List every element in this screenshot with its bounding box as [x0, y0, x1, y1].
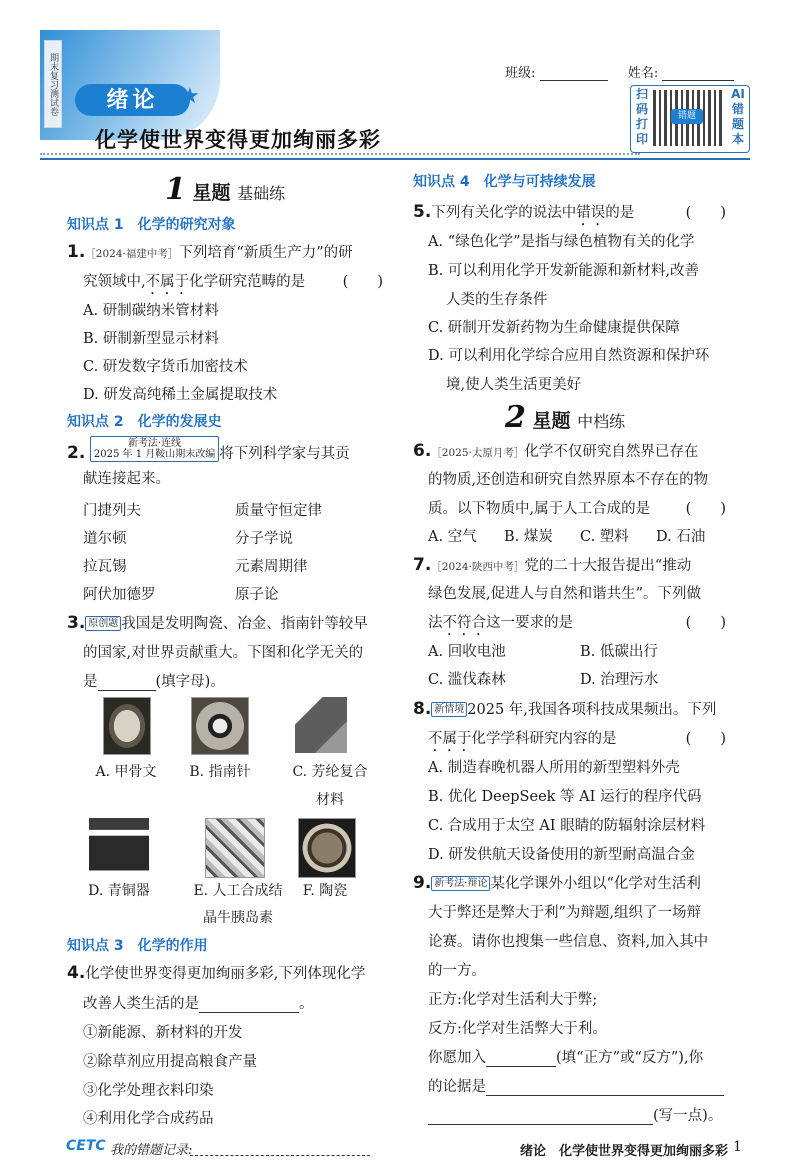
- q4-number: 4.: [67, 963, 86, 983]
- q8-number: 8.: [413, 699, 432, 719]
- q9-side-blank[interactable]: [486, 1066, 556, 1067]
- q7-number: 7.: [413, 555, 432, 575]
- q7-source: ［2024·陕西中考］: [431, 561, 525, 573]
- q7-text1: 党的二十大报告提出“推动: [524, 558, 692, 574]
- scientist-1: 门捷列夫: [83, 503, 141, 519]
- q8-option-a: A. 制造春晚机器人所用的新型塑料外壳: [428, 760, 680, 776]
- q3-tag: 原创题: [85, 616, 121, 631]
- star-icon: ★: [180, 84, 200, 109]
- q5-option-d-2: 境,使人类生活更美好: [446, 377, 582, 393]
- caption-d: D. 青铜器: [88, 883, 150, 899]
- q3-text1: 我国是发明陶瓷、冶金、指南针等较早: [121, 616, 368, 632]
- q6-option-c: C. 塑料: [580, 529, 629, 545]
- q9-text9: (写一点)。: [653, 1108, 723, 1124]
- q4-text1: 化学使世界变得更加绚丽多彩,下列体现化学: [85, 966, 366, 982]
- footer-chapter: 绪论 化学使世界变得更加绚丽多彩: [520, 1144, 729, 1159]
- q6-source: ［2025·太原月考］: [431, 447, 525, 459]
- q9-line5: 正方:化学对生活利大于弊;: [428, 992, 598, 1008]
- q4-text2a: 改善人类生活的是: [83, 996, 199, 1012]
- name-field[interactable]: [662, 80, 734, 81]
- q9-argument-blank-2[interactable]: [428, 1124, 653, 1125]
- aramid-material-image: [295, 697, 347, 753]
- q1-source: ［2024·福建中考］: [85, 248, 179, 260]
- q2-line1: [67, 436, 350, 463]
- contribution-3: 元素周期律: [235, 559, 308, 575]
- caption-c-2: 材料: [316, 792, 344, 808]
- q1-option-a: A. 研制碳纳米管材料: [83, 303, 219, 319]
- q8-option-c: C. 合成用于太空 AI 眼睛的防辐射涂层材料: [428, 818, 706, 834]
- ai-notebook-label: AI错题本: [731, 87, 745, 146]
- q6-text3: 质。以下物质中,属于人工合成的是: [428, 501, 651, 517]
- q5-option-c: C. 研制开发新药物为生命健康提供保障: [428, 320, 680, 336]
- class-label: 班级:: [505, 66, 536, 81]
- q2-line2: 献连接起来。: [83, 471, 170, 487]
- q3-text3a: 是: [83, 674, 98, 690]
- q1-option-b: B. 研制新型显示材料: [83, 331, 219, 347]
- knowledge-point-3: 知识点 3 化学的作用: [67, 938, 208, 954]
- q5-option-b: B. 可以利用化学开发新能源和新材料,改善: [428, 263, 699, 279]
- q6-line1: [413, 440, 698, 461]
- scientist-4: 阿伏加德罗: [83, 587, 156, 603]
- q9-line7: [428, 1046, 703, 1067]
- q3-answer-blank[interactable]: [98, 690, 156, 691]
- q4-item-1: ①新能源、新材料的开发: [83, 1025, 243, 1041]
- q9-tag: 新考法·辩论: [431, 876, 490, 891]
- q6-text1: 化学不仅研究自然界已存在: [524, 444, 699, 460]
- section-1-label: 星题: [192, 182, 231, 204]
- q1-text: 下列培育“新质生产力”的研: [178, 245, 353, 261]
- q1-option-d: D. 研发高纯稀土金属提取技术: [83, 387, 278, 403]
- q5-option-a: A. “绿色化学”是指与绿色植物有关的化学: [428, 234, 695, 250]
- header-divider: [40, 158, 750, 160]
- caption-b: B. 指南针: [189, 764, 251, 780]
- q7-emphasis: 不符合: [442, 615, 486, 631]
- page-title: 化学使世界变得更加绚丽多彩: [95, 127, 381, 152]
- q7-answer-paren[interactable]: ( ): [685, 615, 726, 631]
- q5-line1: [413, 201, 726, 229]
- caption-c: C. 芳纶复合: [292, 764, 368, 780]
- knowledge-point-4: 知识点 4 化学与可持续发展: [413, 174, 596, 190]
- student-info: [505, 62, 734, 81]
- q3-text3b: (填字母)。: [155, 674, 225, 690]
- q8-tag: 新情境: [431, 702, 467, 717]
- q7-text3c: 这一要求的是: [486, 615, 573, 631]
- q3-number: 3.: [67, 613, 86, 633]
- q8-line1: [413, 698, 716, 719]
- q9-text1: 某化学课外小组以“化学对生活利: [490, 876, 701, 892]
- q2-text1: 将下列科学家与其贡: [219, 446, 350, 462]
- q9-line3: 论赛。请你也搜集一些信息、资料,加入其中: [428, 934, 709, 950]
- q5-text1a: 下列有关化学的说法中: [431, 205, 577, 221]
- class-field[interactable]: [540, 80, 608, 81]
- section-2-title: [505, 400, 625, 435]
- insulin-crystal-image: [205, 818, 265, 878]
- q7-line1: [413, 554, 691, 575]
- mistake-record-line[interactable]: [190, 1155, 370, 1156]
- q6-line2: 的物质,还创造和研究自然界原本不存在的物: [428, 472, 709, 488]
- q1-option-c: C. 研发数字货币加密技术: [83, 359, 248, 375]
- q7-option-a: A. 回收电池: [428, 644, 506, 660]
- section-1-sub: 基础练: [237, 184, 286, 203]
- caption-e-2: 晶牛胰岛素: [203, 910, 273, 926]
- name-label: 姓名:: [627, 66, 659, 81]
- q8-option-d: D. 研发供航天设备使用的新型耐高温合金: [428, 847, 695, 863]
- q6-option-d: D. 石油: [656, 529, 706, 545]
- contribution-1: 质量守恒定律: [235, 503, 322, 519]
- q4-answer-blank[interactable]: [199, 1012, 299, 1013]
- q8-text2b: 化学学科研究内容的是: [471, 731, 617, 747]
- q2-number: 2.: [67, 443, 86, 463]
- section-2-number: 2: [505, 400, 526, 435]
- q5-option-b-2: 人类的生存条件: [446, 292, 548, 308]
- q9-number: 9.: [413, 873, 432, 893]
- q1-text2a: 究领域中,: [83, 274, 146, 290]
- q4-item-4: ④利用化学合成药品: [83, 1111, 214, 1127]
- q1-line2: [83, 270, 383, 298]
- q9-line6: 反方:化学对生活弊大于利。: [428, 1021, 607, 1037]
- q6-option-b: B. 煤炭: [504, 529, 553, 545]
- q4-item-2: ②除草剂应用提高粮食产量: [83, 1054, 257, 1070]
- q7-line3: [428, 611, 726, 639]
- section-2-sub: 中档练: [577, 412, 626, 431]
- oracle-bone-image: [103, 697, 151, 755]
- chapter-label: 绪论: [75, 84, 190, 116]
- caption-a: A. 甲骨文: [95, 764, 157, 780]
- knowledge-point-2: 知识点 2 化学的发展史: [67, 414, 222, 430]
- section-1-number: 1: [165, 172, 186, 207]
- q2-tag: [90, 436, 219, 462]
- q4-line2: [83, 992, 314, 1013]
- q9-line4: 的一方。: [428, 963, 486, 979]
- section-2-label: 星题: [532, 410, 571, 432]
- q7-option-b: B. 低碳出行: [580, 644, 658, 660]
- q6-answer-paren[interactable]: ( ): [685, 501, 726, 517]
- q3-line3: [83, 670, 225, 691]
- q7-option-d: D. 治理污水: [580, 672, 659, 688]
- mistake-record-label: 我的错题记录:: [110, 1143, 193, 1158]
- q6-line3: [428, 497, 726, 518]
- q6-number: 6.: [413, 441, 432, 461]
- q8-emphasis: 不属于: [428, 731, 472, 747]
- cetc-logo: CETC: [66, 1138, 106, 1154]
- compass-image: [191, 697, 249, 755]
- q8-answer-paren[interactable]: ( ): [685, 731, 726, 747]
- q9-line1: [413, 872, 701, 893]
- scientist-3: 拉瓦锡: [83, 559, 127, 575]
- q8-line2: [428, 727, 726, 755]
- q7-text3a: 法: [428, 615, 443, 631]
- scan-print-label: 扫码打印: [635, 87, 648, 146]
- q9-text7b: (填“正方”或“反方”),你: [556, 1050, 704, 1066]
- knowledge-point-1: 知识点 1 化学的研究对象: [67, 217, 236, 233]
- q9-text8: 的论据是: [428, 1079, 486, 1095]
- header-dotted-divider: [40, 153, 640, 155]
- q5-option-d: D. 可以利用化学综合应用自然资源和保护环: [428, 348, 710, 364]
- q1-line1: [67, 241, 353, 262]
- q9-line2: 大于弊还是弊大于利”为辩题,组织了一场辩: [428, 905, 702, 921]
- section-1-title: [165, 172, 285, 207]
- q4-item-3: ③化学处理衣料印染: [83, 1083, 214, 1099]
- q1-text2c: 化学研究范畴的是: [189, 274, 306, 290]
- porcelain-image: [298, 818, 356, 878]
- contribution-2: 分子学说: [235, 531, 293, 547]
- scientist-2: 道尔顿: [83, 531, 127, 547]
- page-number: 1: [733, 1139, 742, 1155]
- q6-option-a: A. 空气: [428, 529, 477, 545]
- q9-text7a: 你愿加入: [428, 1050, 486, 1066]
- q9-line8: [428, 1075, 724, 1096]
- q5-emphasis: 错误: [576, 205, 606, 221]
- q2-tag-line2: 2025 年 1 月鞍山期末改编: [93, 449, 216, 460]
- q5-text1c: 的是: [605, 205, 635, 221]
- q4-text2b: 。: [299, 996, 314, 1012]
- q8-text1: 2025 年,我国各项科技成果频出。下列: [467, 702, 717, 718]
- q1-emphasis: 不属于: [145, 274, 190, 290]
- qr-badge: 错题: [671, 109, 703, 124]
- q9-argument-blank[interactable]: [486, 1095, 724, 1096]
- side-tag: 期末复习测试卷: [44, 40, 62, 128]
- q1-answer-paren[interactable]: ( ): [342, 274, 383, 290]
- caption-e: E. 人工合成结: [193, 883, 283, 899]
- q1-number: 1.: [67, 242, 86, 262]
- bronze-vessel-image: [89, 818, 149, 876]
- q7-option-c: C. 滥伐森林: [428, 672, 506, 688]
- q5-number: 5.: [413, 202, 432, 222]
- q9-line9: [428, 1104, 722, 1125]
- q3-line1: [67, 612, 368, 633]
- q5-answer-paren[interactable]: ( ): [685, 205, 726, 221]
- q3-line2: 的国家,对世界贡献重大。下图和化学无关的: [83, 645, 364, 661]
- q7-line2: 绿色发展,促进人与自然和谐共生”。下列做: [428, 586, 702, 602]
- caption-f: F. 陶瓷: [302, 883, 348, 899]
- q2-tag-line1: 新考法·连线: [127, 438, 182, 449]
- q4-line1: [67, 962, 365, 983]
- q8-option-b: B. 优化 DeepSeek 等 AI 运行的程序代码: [428, 789, 702, 805]
- contribution-4: 原子论: [235, 587, 279, 603]
